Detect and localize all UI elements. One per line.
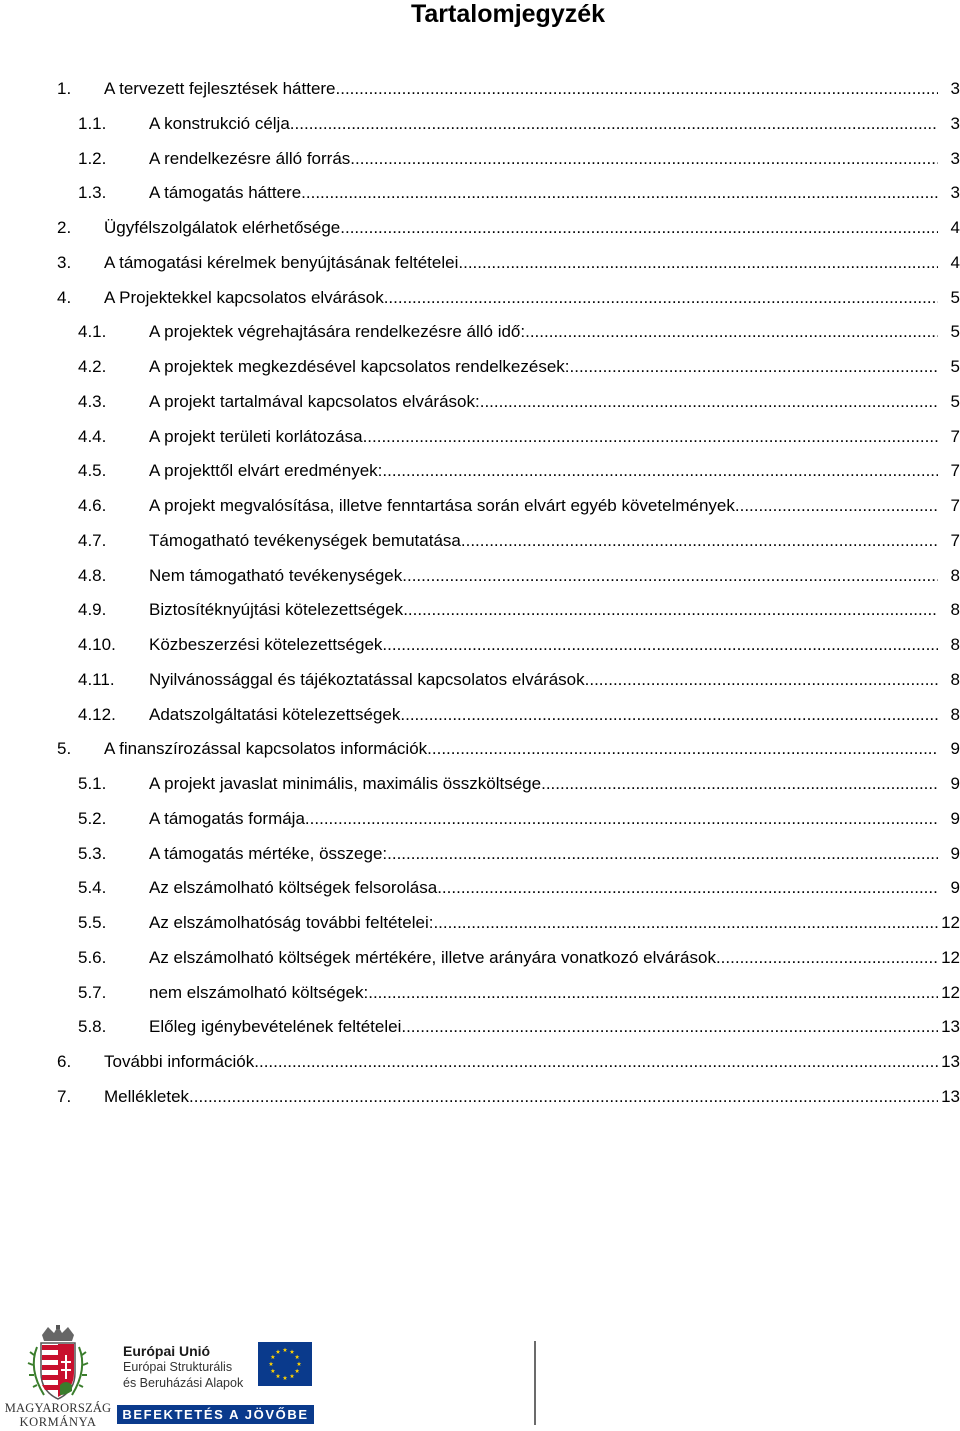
toc-entry-label: Ügyfélszolgálatok elérhetősége — [104, 211, 340, 246]
toc-entry-label: További információk — [104, 1045, 254, 1080]
toc-entry-number: 2. — [57, 218, 72, 237]
toc-entry-label: A projekt javaslat minimális, maximális összköltsége — [149, 767, 541, 802]
toc-entry-leader — [149, 663, 938, 698]
eu-label-line1: Európai Unió — [123, 1343, 211, 1359]
dot-leader — [336, 72, 938, 107]
toc-entry-label: Közbeszerzési kötelezettségek — [149, 628, 382, 663]
toc-entry-number: 5.3. — [78, 843, 107, 863]
toc-entry-leader — [104, 732, 938, 767]
dot-leader — [189, 1080, 938, 1115]
dot-leader — [387, 837, 938, 872]
toc-entry-leader — [149, 559, 938, 594]
toc-entry-page: 13 — [941, 1017, 960, 1037]
dot-leader — [384, 281, 938, 316]
toc-entry-number: 4.10. — [78, 635, 116, 654]
toc-entry-number: 4.6. — [78, 496, 107, 515]
toc-entry-page: 12 — [941, 947, 960, 967]
toc-entry-page: 9 — [950, 843, 960, 863]
toc-entry-label: A konstrukció célja — [149, 107, 290, 142]
toc-entry-number: 4.3. — [78, 391, 107, 411]
toc-entry-leader — [149, 454, 938, 489]
toc-entry-leader — [149, 1010, 938, 1045]
toc-entry-page: 3 — [950, 183, 960, 203]
toc-entry-leader — [104, 1080, 938, 1115]
toc-entry-label: A Projektekkel kapcsolatos elvárások — [104, 281, 384, 316]
toc-entry-number: 5.1. — [78, 774, 107, 793]
dot-leader — [433, 906, 938, 941]
toc-entry-number: 4.1. — [78, 322, 107, 342]
toc-entry[interactable] — [0, 871, 960, 906]
toc-entry-page: 9 — [950, 774, 960, 793]
toc-entry[interactable] — [0, 663, 960, 698]
eu-label-line3: és Beruházási Alapok — [123, 1376, 244, 1390]
dot-leader — [290, 107, 938, 142]
toc-entry-label: A projektek végrehajtására rendelkezésre álló idő: — [149, 315, 525, 350]
toc-entry-leader — [149, 107, 938, 142]
toc-entry[interactable] — [0, 732, 960, 767]
toc-entry-page: 8 — [950, 565, 960, 585]
toc-entry[interactable] — [0, 72, 960, 107]
toc-entry-page: 4 — [950, 252, 960, 272]
crest-caption-line1: MAGYARORSZÁG — [4, 1401, 112, 1415]
toc-entry-number: 3. — [57, 252, 72, 272]
toc-entry-leader — [104, 1045, 938, 1080]
toc-entry[interactable] — [0, 142, 960, 177]
toc-entry-number: 4.5. — [78, 461, 107, 481]
toc-entry-page: 5 — [950, 322, 960, 342]
toc-entry[interactable] — [0, 628, 960, 663]
toc-entry-number: 4. — [57, 287, 72, 307]
toc-entry[interactable] — [0, 281, 960, 316]
toc-entry[interactable] — [0, 837, 960, 872]
toc-entry-leader — [149, 385, 938, 420]
toc-entry-leader — [149, 628, 938, 663]
toc-entry-label: A finanszírozással kapcsolatos információk — [104, 732, 427, 767]
toc-entry-number: 7. — [57, 1086, 72, 1106]
dot-leader — [350, 142, 938, 177]
toc-entry-page: 9 — [950, 739, 960, 759]
toc-entry[interactable] — [0, 350, 960, 385]
toc-entry-label: Adatszolgáltatási kötelezettségek — [149, 698, 400, 733]
toc-entry-number: 1.2. — [78, 148, 107, 168]
toc-entry-page: 12 — [941, 982, 960, 1002]
toc-entry-page: 12 — [941, 913, 960, 932]
toc-entry-leader — [104, 281, 938, 316]
toc-entry-page: 3 — [950, 79, 960, 98]
toc-entry[interactable] — [0, 1045, 960, 1080]
toc-entry-number: 1. — [57, 79, 72, 98]
dot-leader — [402, 559, 938, 594]
crest-caption-line2: KORMÁNYA — [19, 1415, 97, 1429]
page-title: Tartalomjegyzék — [410, 0, 606, 28]
toc-entry-leader — [104, 246, 938, 281]
toc-entry-page: 7 — [950, 530, 960, 550]
toc-entry[interactable] — [0, 698, 960, 733]
toc-entry-number: 4.2. — [78, 357, 107, 376]
toc-entry-leader — [149, 593, 938, 628]
toc-entry-leader — [149, 802, 938, 837]
toc-entry[interactable] — [0, 941, 960, 976]
toc-entry-label: A támogatás formája — [149, 802, 305, 837]
toc-entry-page: 5 — [950, 391, 960, 411]
toc-entry-leader — [149, 976, 938, 1011]
toc-entry[interactable] — [0, 1080, 960, 1115]
toc-entry-label: Mellékletek — [104, 1080, 189, 1115]
toc-entry-number: 5.8. — [78, 1017, 107, 1037]
toc-entry-label: A támogatási kérelmek benyújtásának feltételei — [104, 246, 458, 281]
toc-entry-number: 1.1. — [78, 113, 107, 133]
toc-entry-page: 7 — [950, 461, 960, 481]
eu-label-line2: Európai Strukturális — [123, 1360, 233, 1374]
toc-entry[interactable] — [0, 524, 960, 559]
dot-leader — [541, 767, 938, 802]
toc-entry-label: Az elszámolhatóság további feltételei: — [149, 906, 433, 941]
footer-divider — [534, 1341, 536, 1425]
footer-logos — [0, 1325, 960, 1431]
toc-entry[interactable] — [0, 246, 960, 281]
dot-leader — [382, 454, 938, 489]
toc-entry-leader — [104, 211, 938, 246]
toc-entry-label: Nem támogatható tevékenységek — [149, 559, 402, 594]
dot-leader — [400, 698, 938, 733]
toc-entry-label: A tervezett fejlesztések háttere — [104, 72, 336, 107]
toc-entry-page: 5 — [950, 287, 960, 307]
toc-entry-page: 13 — [941, 1086, 960, 1106]
toc-entry-page: 5 — [950, 357, 960, 376]
toc-entry[interactable] — [0, 454, 960, 489]
toc-entry-leader — [149, 906, 938, 941]
toc-entry-number: 4.12. — [78, 704, 116, 724]
toc-entry[interactable] — [0, 315, 960, 350]
dot-leader — [305, 802, 938, 837]
toc-entry[interactable] — [0, 559, 960, 594]
toc-entry-leader — [149, 420, 938, 455]
toc-entry[interactable] — [0, 1010, 960, 1045]
hungarian-government-crest — [4, 1325, 112, 1431]
toc-entry-leader — [149, 837, 938, 872]
toc-entry-number: 5.7. — [78, 982, 107, 1002]
dot-leader — [585, 663, 938, 698]
toc-entry[interactable] — [0, 489, 960, 524]
toc-entry-number: 5.6. — [78, 947, 107, 967]
toc-entry[interactable] — [0, 420, 960, 455]
toc-entry[interactable] — [0, 976, 960, 1011]
toc-entry-page: 13 — [941, 1052, 960, 1071]
toc-entry-label: A támogatás háttere — [149, 176, 301, 211]
dot-leader — [382, 628, 938, 663]
toc-entry-label: A rendelkezésre álló forrás — [149, 142, 350, 177]
dot-leader — [340, 211, 938, 246]
toc-entry-label: Támogatható tevékenységek bemutatása — [149, 524, 461, 559]
toc-entry-leader — [149, 176, 938, 211]
toc-entry-leader — [149, 315, 938, 350]
toc-entry[interactable] — [0, 385, 960, 420]
toc-entry-number: 6. — [57, 1052, 72, 1071]
toc-entry-label: Előleg igénybevételének feltételei — [149, 1010, 401, 1045]
toc-entry-leader — [149, 767, 938, 802]
toc-entry-leader — [149, 941, 938, 976]
toc-entry-leader — [149, 142, 938, 177]
toc-entry-number: 4.9. — [78, 600, 107, 620]
crest-icon — [4, 1325, 108, 1401]
toc-entry-page: 7 — [950, 426, 960, 446]
dot-leader — [427, 732, 938, 767]
dot-leader — [401, 1010, 938, 1045]
dot-leader — [461, 524, 938, 559]
toc-entry-leader — [149, 524, 938, 559]
dot-leader — [735, 489, 938, 524]
table-of-contents — [0, 72, 960, 1115]
dot-leader — [403, 593, 938, 628]
toc-entry[interactable] — [0, 593, 960, 628]
toc-entry-leader — [149, 350, 938, 385]
dot-leader — [570, 350, 938, 385]
toc-entry-leader — [104, 72, 938, 107]
toc-entry-page: 3 — [950, 113, 960, 133]
toc-entry-number: 5.2. — [78, 808, 107, 828]
toc-entry-number: 5.4. — [78, 878, 107, 898]
toc-entry-number: 4.8. — [78, 565, 107, 585]
dot-leader — [458, 246, 938, 281]
toc-entry[interactable] — [0, 107, 960, 142]
dot-leader — [363, 420, 938, 455]
dot-leader — [480, 385, 938, 420]
toc-entry-page: 4 — [950, 218, 960, 237]
toc-entry-leader — [149, 489, 938, 524]
toc-entry[interactable] — [0, 176, 960, 211]
toc-entry-label: Biztosítéknyújtási kötelezettségek — [149, 593, 403, 628]
toc-entry-page: 9 — [950, 808, 960, 828]
toc-entry-number: 4.7. — [78, 530, 107, 550]
toc-entry-label: A projekt területi korlátozása — [149, 420, 363, 455]
toc-entry-leader — [149, 698, 938, 733]
toc-entry-label: A projekt megvalósítása, illetve fenntartása során elvárt egyéb követelmények — [149, 489, 735, 524]
toc-entry[interactable] — [0, 211, 960, 246]
dot-leader — [716, 941, 938, 976]
dot-leader — [368, 976, 938, 1011]
toc-entry-label: Az elszámolható költségek felsorolása — [149, 871, 437, 906]
toc-entry-label: Nyilvánossággal és tájékoztatással kapcsolatos elvárások — [149, 663, 585, 698]
toc-entry-number: 5. — [57, 739, 72, 759]
toc-entry-label: A támogatás mértéke, összege: — [149, 837, 387, 872]
toc-entry[interactable] — [0, 906, 960, 941]
toc-entry-page: 8 — [950, 669, 960, 689]
toc-entry-number: 4.4. — [78, 426, 107, 446]
toc-entry-label: A projekttől elvárt eredmények: — [149, 454, 382, 489]
toc-entry-leader — [149, 871, 938, 906]
toc-entry-page: 8 — [950, 704, 960, 724]
toc-entry-label: A projekt tartalmával kapcsolatos elvárások: — [149, 385, 480, 420]
dot-leader — [437, 871, 938, 906]
toc-entry-number: 1.3. — [78, 183, 107, 203]
toc-entry-number: 4.11. — [78, 669, 115, 689]
toc-entry-label: nem elszámolható költségek: — [149, 976, 368, 1011]
toc-entry-page: 3 — [950, 148, 960, 168]
invest-in-future-banner: BEFEKTETÉS A JÖVŐBE — [117, 1405, 314, 1424]
toc-entry-label: Az elszámolható költségek mértékére, illetve arányára vonatkozó elvárások — [149, 941, 716, 976]
toc-entry-label: A projektek megkezdésével kapcsolatos rendelkezések: — [149, 350, 570, 385]
toc-entry-page: 7 — [950, 496, 960, 515]
toc-entry[interactable] — [0, 802, 960, 837]
toc-entry-page: 8 — [950, 600, 960, 620]
toc-entry-number: 5.5. — [78, 913, 107, 932]
dot-leader — [301, 176, 938, 211]
eu-flag-icon — [258, 1342, 312, 1386]
toc-entry[interactable] — [0, 767, 960, 802]
toc-entry-page: 8 — [950, 635, 960, 654]
dot-leader — [254, 1045, 938, 1080]
dot-leader — [525, 315, 938, 350]
toc-entry-page: 9 — [950, 878, 960, 898]
